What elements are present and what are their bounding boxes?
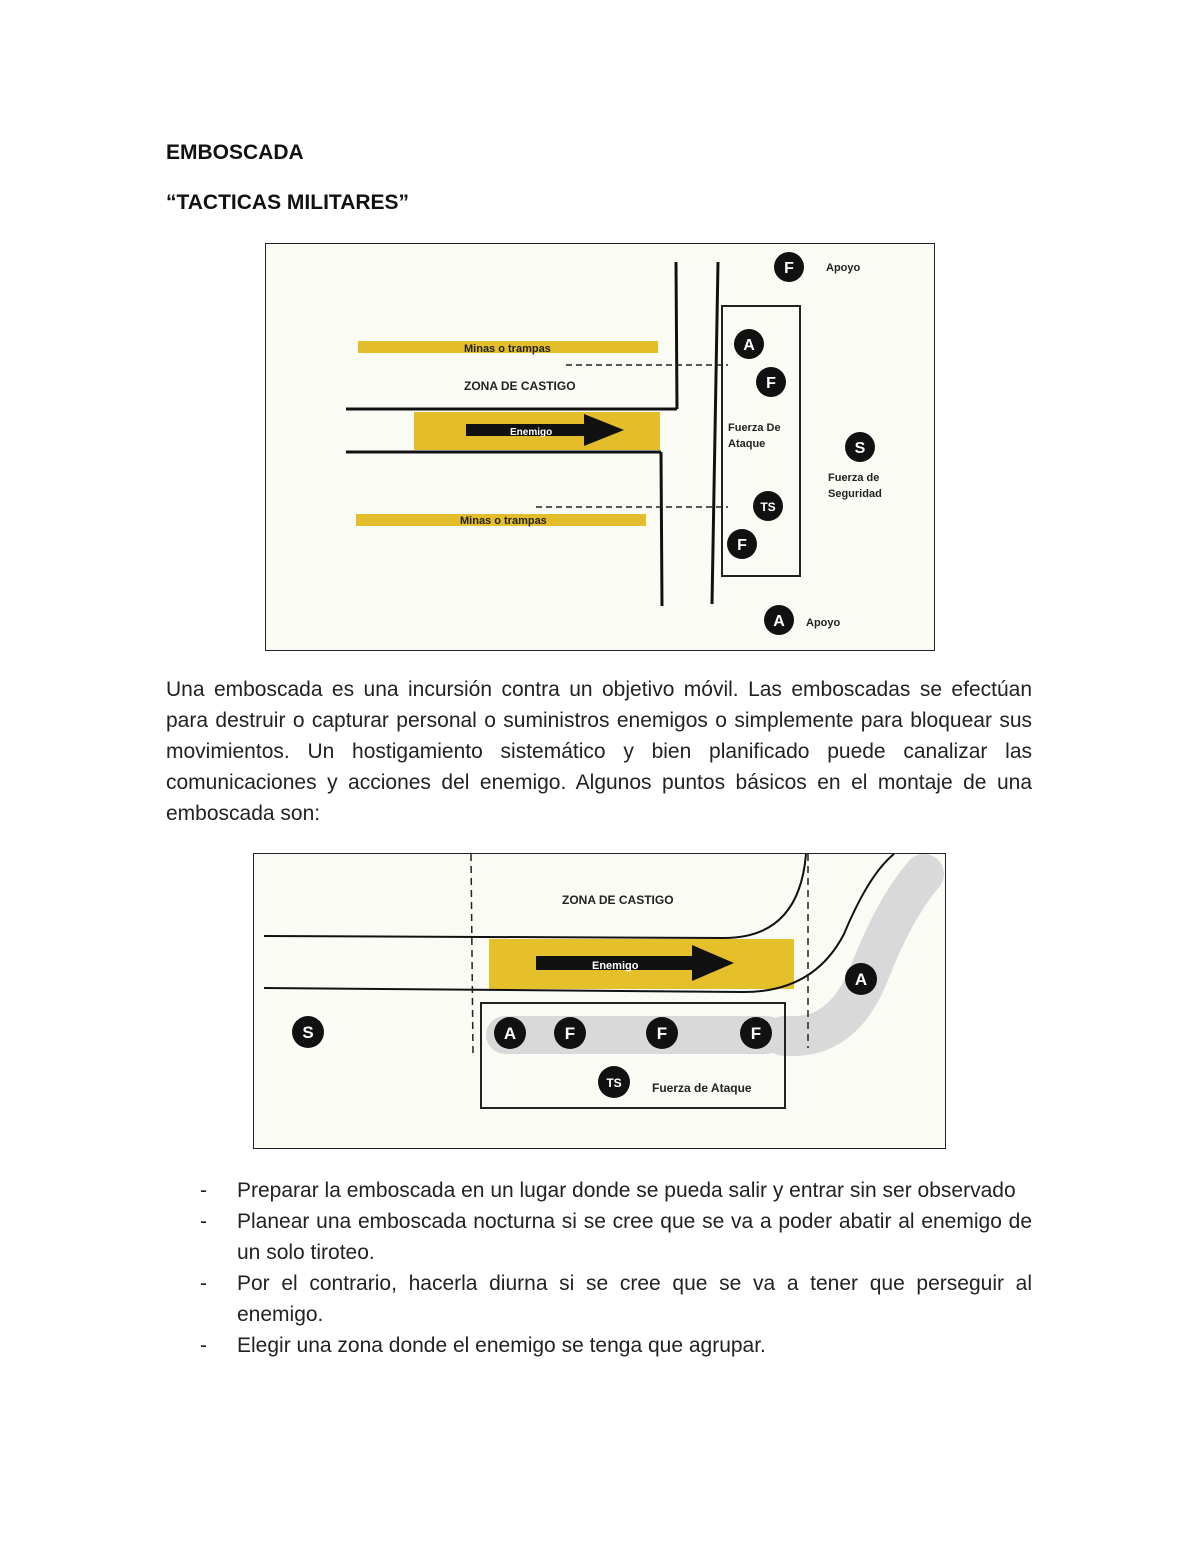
list-item-text: Planear una emboscada nocturna si se cree que se va a poder abatir al enemigo de un solo tiroteo.: [237, 1210, 1032, 1264]
document-subtitle: “TACTICAS MILITARES”: [166, 191, 410, 214]
ambush-diagram-linear: [265, 243, 935, 651]
list-item: [196, 1175, 1032, 1206]
list-item: [196, 1268, 1032, 1330]
label-attack-force-line1: Fuerza De: [728, 422, 781, 434]
bullet-dash: -: [200, 1179, 207, 1202]
road-line: [661, 452, 662, 606]
marker-attack-f2-label: F: [656, 1024, 668, 1043]
bullet-dash: -: [200, 1334, 207, 1357]
support-path: [784, 874, 924, 1036]
label-attack-force: Fuerza de Ataque: [652, 1081, 752, 1095]
label-enemy: Enemigo: [592, 960, 639, 972]
marker-attack-ts-label: TS: [760, 500, 776, 514]
document-title: EMBOSCADA: [166, 141, 304, 164]
label-support-top: Apoyo: [826, 262, 861, 274]
list-item: [196, 1330, 1032, 1361]
marker-support-bottom-label: A: [773, 613, 785, 630]
marker-attack-f2-label: F: [737, 537, 747, 554]
label-zone: ZONA DE CASTIGO: [464, 379, 576, 393]
label-security-force-line2: Seguridad: [828, 488, 882, 500]
label-attack-force-line2: Ataque: [728, 438, 766, 450]
list-item-text: Elegir una zona donde el enemigo se tenga que agrupar.: [237, 1334, 766, 1357]
bullet-list: [196, 1175, 1032, 1361]
marker-attack-f1-label: F: [564, 1024, 576, 1043]
label-support-bottom: Apoyo: [806, 617, 841, 629]
label-security-force-line1: Fuerza de: [828, 472, 880, 484]
label-enemy: Enemigo: [510, 427, 553, 438]
road-line: [264, 854, 806, 938]
list-item-text: Por el contrario, hacerla diurna si se cree que se va a tener que perseguir al enemigo.: [237, 1272, 1032, 1326]
label-mines-top: Minas o trampas: [464, 343, 551, 355]
body-paragraph: Una emboscada es una incursión contra un objetivo móvil. Las emboscadas se efectúan para destruir o capturar personal o suministros enemigos o simplemente para bloquear sus movimientos. Un hostigamiento sistemático y bien planificado puede canalizar las comunicaciones y acciones del enemigo. Algunos puntos básicos en el montaje de una emboscada son:: [166, 678, 1032, 825]
marker-attack-ts-label: TS: [606, 1076, 622, 1090]
label-zone: ZONA DE CASTIGO: [562, 893, 674, 907]
road-line: [676, 262, 677, 409]
marker-attack-a-label: A: [743, 337, 755, 354]
list-item: [196, 1206, 1032, 1268]
marker-support-top-label: F: [784, 260, 794, 277]
marker-attack-f3-label: F: [750, 1024, 762, 1043]
road-line: [712, 262, 718, 604]
label-mines-bottom: Minas o trampas: [460, 515, 547, 527]
list-item-text: Preparar la emboscada en un lugar donde se pueda salir y entrar sin ser observado: [237, 1179, 1016, 1202]
marker-support-a-label: A: [854, 970, 868, 989]
ambush-diagram-curved: [253, 853, 946, 1149]
marker-security-s-label: S: [854, 440, 866, 457]
bullet-dash: -: [200, 1210, 207, 1233]
bullet-dash: -: [200, 1272, 207, 1295]
marker-attack-f1-label: F: [766, 375, 776, 392]
dashed-line: [471, 854, 473, 1054]
marker-attack-a-label: A: [503, 1024, 517, 1043]
marker-security-s-label: S: [302, 1023, 314, 1042]
